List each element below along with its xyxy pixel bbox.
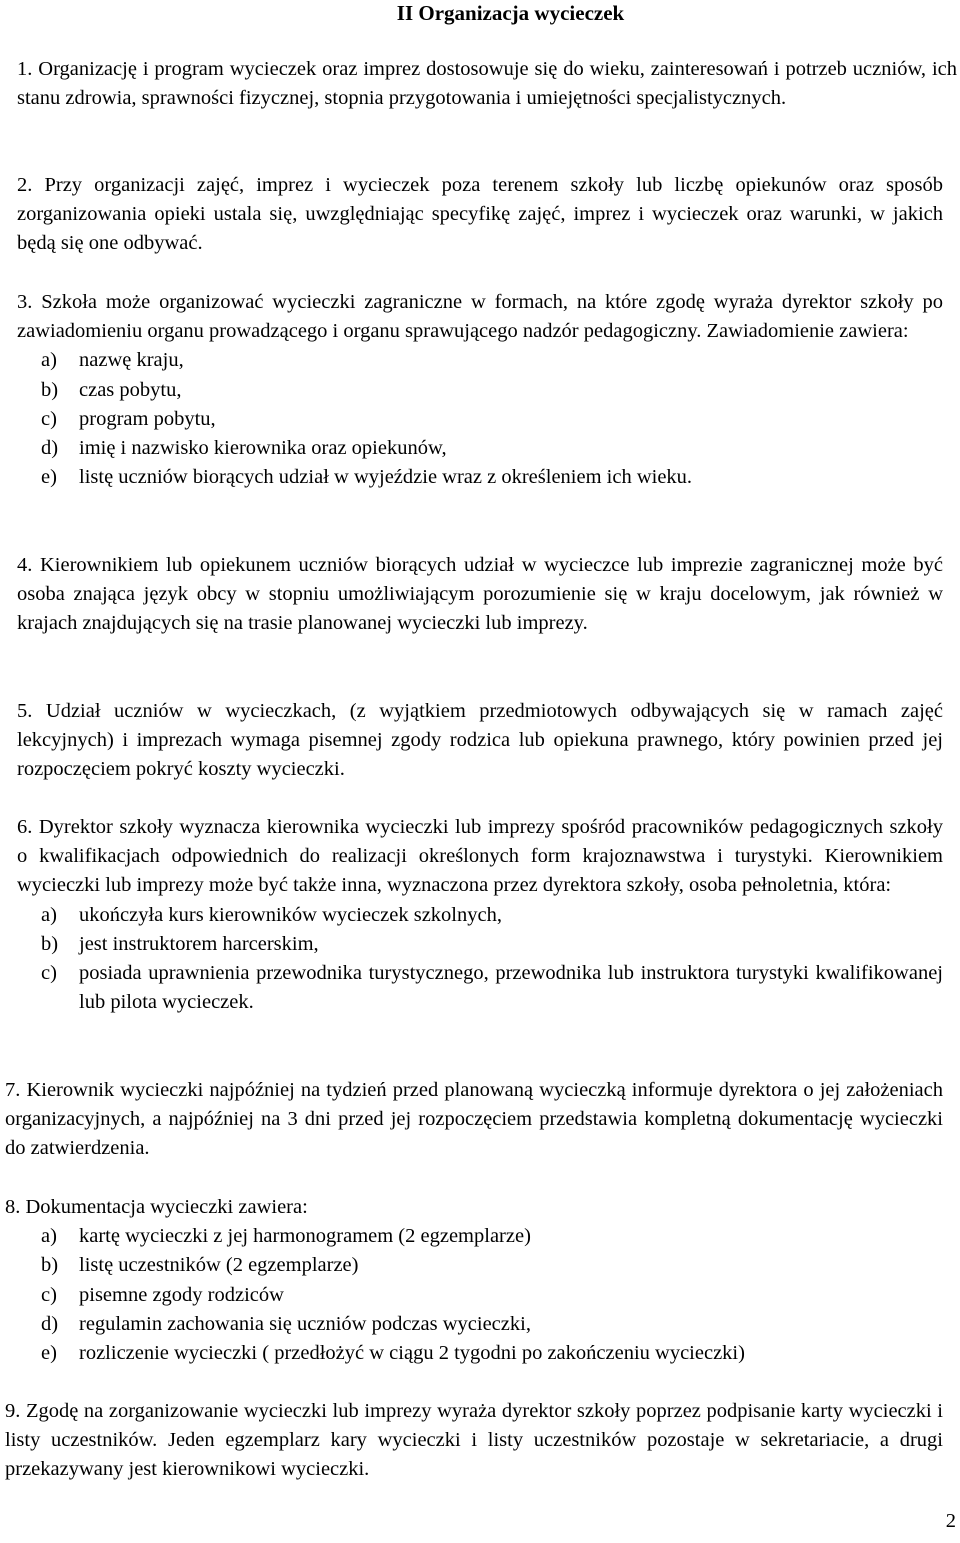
paragraph-3-list — [17, 346, 943, 492]
list-item: a) kartę wycieczki z jej harmonogramem (2 egzemplarze) — [41, 1225, 531, 1248]
paragraph-3 — [17, 288, 943, 492]
paragraph-6-text: 6. Dyrektor szkoły wyznacza kierownika wycieczki lub imprezy spośród pracowników pedagogicznych szkoły o kwalifikacjach odpowiednich do realizacji określonych form krajoznawstwa i turystyki. Kierownikiem wycieczki lub imprezy może być także inna, wyznaczona przez dyrektora szkoły, osoba pełnoletnia, która: — [17, 816, 943, 897]
paragraph-6-list — [17, 901, 943, 1018]
list-item: c) posiada uprawnienia przewodnika turystycznego, przewodnika lub instruktora turystyki kwalifikowanej lub pilota wycieczek. — [41, 962, 943, 1014]
list-item: b) listę uczestników (2 egzemplarze) — [41, 1254, 359, 1277]
paragraph-8 — [5, 1193, 943, 1368]
list-item: e) listę uczniów biorących udział w wyjeździe wraz z określeniem ich wieku. — [41, 466, 693, 489]
page-title: II Organizacja wycieczek — [396, 1, 625, 25]
paragraph-7: 7. Kierownik wycieczki najpóźniej na tydzień przed planowaną wycieczką informuje dyrektora o jej założeniach organizacyjnych, a najpóźniej na 3 dni przed jej rozpoczęciem przedstawia kompletną dokumentację wycieczki do zatwierdzenia. — [5, 1079, 943, 1160]
paragraph-1: 1. Organizację i program wycieczek oraz imprez dostosowuje się do wieku, zainteresowań i potrzeb uczniów, ich stanu zdrowia, sprawności fizycznej, stopnia przygotowania i umiejętności specjalistycznych. — [17, 58, 957, 110]
paragraph-4: 4. Kierownikiem lub opiekunem uczniów biorących udział w wycieczce lub imprezie zagranicznej może być osoba znająca język obcy w stopniu umożliwiającym porozumienie się w kraju docelowym, jak również w krajach znajdujących się na trasie planowanej wycieczki lub imprezy. — [17, 554, 943, 635]
paragraph-8-text: 8. Dokumentacja wycieczki zawiera: — [5, 1196, 308, 1218]
paragraph-2: 2. Przy organizacji zajęć, imprez i wycieczek poza terenem szkoły lub liczbę opiekunów oraz sposób zorganizowania opieki ustala się, uwzględniając specyfikę zajęć, imprez i wycieczek oraz warunki, w jakich będą się one odbywać. — [17, 174, 943, 255]
list-item: a) ukończyła kurs kierowników wycieczek szkolnych, — [41, 903, 502, 926]
page-number: 2 — [945, 1510, 956, 1532]
list-item: d) regulamin zachowania się uczniów podczas wycieczki, — [41, 1312, 531, 1335]
list-item: a) nazwę kraju, — [41, 349, 184, 372]
list-item: e) rozliczenie wycieczki ( przedłożyć w ciągu 2 tygodni po zakończeniu wycieczki) — [41, 1342, 745, 1365]
list-item: b) jest instruktorem harcerskim, — [41, 932, 319, 955]
list-item: c) program pobytu, — [41, 407, 216, 430]
paragraph-3-text: 3. Szkoła może organizować wycieczki zagraniczne w formach, na które zgodę wyraża dyrektor szkoły po zawiadomieniu organu prowadzącego i organu sprawującego nadzór pedagogiczny. Zawiadomienie zawiera: — [17, 291, 943, 343]
paragraph-8-list — [5, 1222, 943, 1368]
paragraph-5: 5. Udział uczniów w wycieczkach, (z wyjątkiem przedmiotowych odbywających się w ramach zajęć lekcyjnych) i imprezach wymaga pisemnej zgody rodzica lub opiekuna prawnego, który powinien przed jej rozpoczęciem pokryć koszty wycieczki. — [17, 700, 943, 781]
list-item: c) pisemne zgody rodziców — [41, 1283, 284, 1306]
paragraph-6 — [17, 813, 943, 1017]
paragraph-9: 9. Zgodę na zorganizowanie wycieczki lub imprezy wyraża dyrektor szkoły poprzez podpisanie karty wycieczki i listy uczestników. Jeden egzemplarz kary wycieczki i listy uczestników pozostaje w sekretariacie, a drugi przekazywany jest kierownikowi wycieczki. — [5, 1400, 943, 1481]
list-item: b) czas pobytu, — [41, 378, 182, 401]
list-item: d) imię i nazwisko kierownika oraz opiekunów, — [41, 437, 447, 460]
